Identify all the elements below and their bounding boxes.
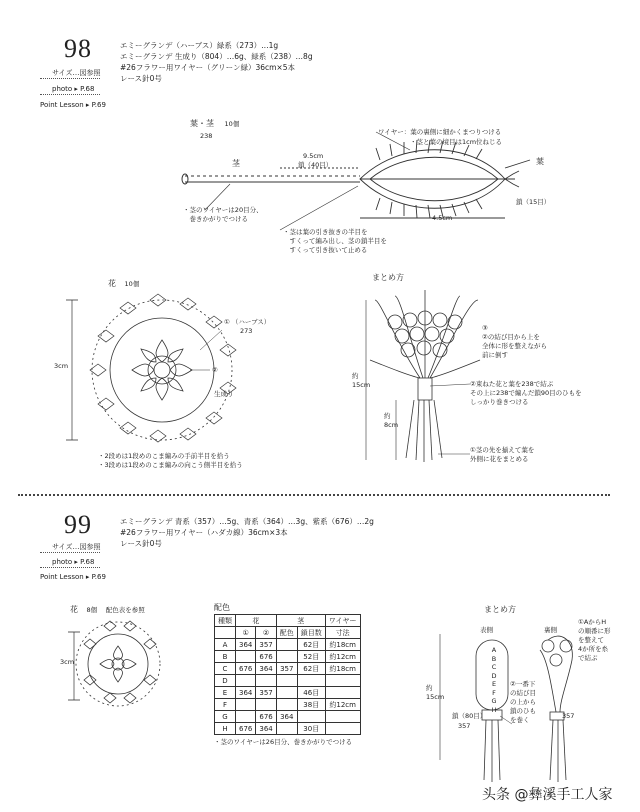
back-color: 357 <box>562 712 575 720</box>
table-header-cell: ワイヤー <box>325 615 360 627</box>
material-line: #26フラワー用ワイヤー（ハダカ線）36cm×3本 <box>120 528 288 537</box>
watermark: 头条 @彝溪手工人家 <box>482 787 613 803</box>
pattern-number-98: 98 <box>64 34 92 63</box>
note-line: しっかり巻きつける <box>470 398 529 406</box>
chain-label: 鎖（80目） <box>452 712 487 720</box>
table-header-cell: 鎖目数 <box>297 627 325 639</box>
divider <box>40 567 100 568</box>
flower-note: 配色表を参照 <box>105 606 145 614</box>
table-cell: 62目 <box>297 663 325 675</box>
height-15: 約15cm <box>352 372 371 389</box>
material-line: エミーグランデ 青系（357）…5g、青系（364）…3g、紫系（676）…2g <box>120 517 374 526</box>
photo-ref: photo ▸ P.68 <box>52 85 95 93</box>
leaf-color: 238 <box>200 132 213 140</box>
flower-count: 8個 <box>86 606 98 614</box>
table-cell: 364 <box>276 711 297 723</box>
note-line: 前に倒す <box>482 351 508 359</box>
flower-annotation-2: 273 <box>240 327 253 335</box>
table-row <box>215 723 361 735</box>
table-header-cell: ② <box>256 627 276 639</box>
order-letter: A <box>491 646 497 654</box>
assembly-98-step3 <box>482 324 547 360</box>
note-line: ・茎のワイヤーは20目分、 <box>183 206 263 214</box>
table-cell <box>276 651 297 663</box>
flower-99-diagram <box>68 621 160 706</box>
assembly-99-diagram <box>440 634 575 782</box>
table-cell: 約12cm <box>325 651 360 663</box>
table-header-cell <box>215 627 236 639</box>
table-cell <box>276 723 297 735</box>
note-line: ・2段めは1段めのこま編みの手前半目を拾う <box>98 452 230 460</box>
leaf-width: 4.5cm <box>432 214 453 222</box>
table-cell <box>236 651 256 663</box>
note-line: 全体に形を整えながら <box>482 342 547 350</box>
stem-chain-diagram <box>182 168 360 184</box>
note-line: 鎖のひもを巻く <box>510 707 536 724</box>
flower-annotation-1: ① （ハーブス） <box>224 318 271 326</box>
height-8: 約8cm <box>384 412 399 429</box>
flower-98-title <box>108 278 139 289</box>
chain-color: 357 <box>458 722 471 730</box>
order-letter: E <box>491 680 497 688</box>
table-cell: 676 <box>236 663 256 675</box>
table-row <box>215 687 361 699</box>
flower-title-text: 花 <box>70 605 78 614</box>
stem-chain: 鎖（40目） <box>298 161 333 169</box>
table-header-cell: 茎 <box>276 615 325 627</box>
table-cell: 62目 <box>297 639 325 651</box>
table-row <box>215 663 361 675</box>
assembly-98-step2 <box>470 380 582 407</box>
table-cell: 364 <box>236 687 256 699</box>
table-cell: G <box>215 711 236 723</box>
table-cell: 38目 <box>297 699 325 711</box>
note-line: ②一番下の結び目の上から <box>510 680 536 706</box>
table-cell <box>276 675 297 687</box>
assembly-98-title: まとめ方 <box>372 273 404 282</box>
table-cell <box>325 711 360 723</box>
note-line: 4か所を糸で結ぶ <box>578 645 609 662</box>
assembly-99-step1 <box>578 618 612 663</box>
flower-99-title <box>70 604 145 615</box>
note-line: ②束ねた花と葉を238で結ぶ <box>470 380 554 388</box>
order-letter: C <box>491 663 497 671</box>
section-separator <box>18 494 610 496</box>
flower-98-notes <box>98 452 243 470</box>
order-letter: G <box>491 697 497 705</box>
leaf-count: 10個 <box>224 120 240 128</box>
table-row <box>215 711 361 723</box>
size-note: サイズ…図参照 <box>52 543 101 551</box>
table-header-cell: 寸法 <box>325 627 360 639</box>
size-note: サイズ…図参照 <box>52 69 101 77</box>
table-cell: 52目 <box>297 651 325 663</box>
table-header-cell: 種類 <box>215 615 236 627</box>
material-line: エミーグランデ 生成り（804）…6g、緑系（238）…8g <box>120 52 313 61</box>
table-cell: B <box>215 651 236 663</box>
color-table <box>214 614 361 735</box>
assembly-99-title: まとめ方 <box>484 605 516 614</box>
table-cell <box>256 675 276 687</box>
pattern-number-99: 99 <box>64 510 92 539</box>
table-cell: D <box>215 675 236 687</box>
point-lesson-ref: Point Lesson ▸ P.69 <box>40 101 106 109</box>
table-cell: 357 <box>276 663 297 675</box>
table-cell <box>325 723 360 735</box>
note-line: 外側に花をまとめる <box>470 455 529 463</box>
table-cell <box>276 639 297 651</box>
assembly-99-step2 <box>510 680 540 725</box>
note-line: すくって引き抜いて止める <box>283 246 368 254</box>
table-cell: 357 <box>256 687 276 699</box>
table-header-cell: ① <box>236 627 256 639</box>
table-row <box>215 639 361 651</box>
table-cell: 676 <box>256 711 276 723</box>
note-line: すくって編み出し、茎の鎖半目を <box>283 237 387 245</box>
table-header-row <box>215 627 361 639</box>
table-cell: F <box>215 699 236 711</box>
table-cell: 357 <box>256 639 276 651</box>
material-line: #26フラワー用ワイヤー（グリーン緑）36cm×5本 <box>120 63 295 72</box>
table-cell: 約18cm <box>325 663 360 675</box>
table-cell: 364 <box>236 639 256 651</box>
order-letter: H <box>491 705 497 714</box>
table-cell: 676 <box>256 651 276 663</box>
leaf-stem-title-text: 葉・茎 <box>190 119 214 128</box>
table-cell: E <box>215 687 236 699</box>
order-letter: B <box>491 654 497 663</box>
table-note: ・茎のワイヤーは26目分、巻きかがりでつける <box>214 738 353 746</box>
table-header-cell: 配色 <box>276 627 297 639</box>
table-cell <box>276 687 297 699</box>
note-line: ・3段めは1段めのこま編みの向こう側半目を拾う <box>98 461 243 469</box>
material-line: レース針0号 <box>120 74 162 83</box>
table-cell: 約12cm <box>325 699 360 711</box>
leaf-diagram <box>360 140 530 218</box>
order-letter: D <box>491 671 497 680</box>
flower-98-diagram <box>66 294 236 442</box>
leaf-chain: 鎖（15目） <box>516 198 551 206</box>
table-cell <box>256 699 276 711</box>
table-cell: 364 <box>256 723 276 735</box>
table-cell: 364 <box>256 663 276 675</box>
note-line: その上に238で編んだ鎖90目のひもを <box>470 389 582 397</box>
flower-annotation-3: ② <box>212 366 218 374</box>
photo-ref: photo ▸ P.68 <box>52 558 95 566</box>
assembly-98-diagram <box>366 290 480 462</box>
material-line: エミーグランデ（ハーブス）緑系（273）…1g <box>120 41 279 50</box>
note-line: ②の結び目から上を <box>482 333 540 341</box>
note-line: ③ <box>482 324 488 332</box>
flower-count: 10個 <box>124 280 140 288</box>
table-cell <box>236 675 256 687</box>
height-15: 約15cm <box>426 684 445 701</box>
table-cell <box>236 711 256 723</box>
table-cell <box>325 687 360 699</box>
table-header-cell: 花 <box>236 615 277 627</box>
materials-99 <box>120 516 374 549</box>
color-table-title: 配色 <box>214 603 230 612</box>
table-header-row <box>215 615 361 627</box>
stem-length: 9.5cm <box>303 152 324 160</box>
table-row <box>215 675 361 687</box>
stem-label: 茎 <box>232 159 240 168</box>
front-label: 表側 <box>480 626 493 634</box>
flower-98-size: 3cm <box>54 362 69 370</box>
table-row <box>215 651 361 663</box>
note-line: ①AからHの順番に形を整えて <box>578 618 611 644</box>
order-letter: F <box>492 688 496 697</box>
table-cell: 676 <box>236 723 256 735</box>
wire-note-2: ・茎と葉の境目は1cm位ねじる <box>410 138 503 146</box>
table-cell <box>297 711 325 723</box>
table-cell <box>297 675 325 687</box>
leaf-label: 葉 <box>536 157 544 166</box>
table-cell: 46目 <box>297 687 325 699</box>
wire-note-1: ワイヤー：葉の裏側に細かくまつりつける <box>378 128 502 136</box>
divider <box>40 552 100 553</box>
note-line: 巻きかがりでつける <box>183 215 248 223</box>
table-cell: C <box>215 663 236 675</box>
note-line: ①茎の先を揃えて葉を <box>470 446 535 454</box>
table-cell <box>276 699 297 711</box>
table-cell: 約18cm <box>325 639 360 651</box>
table-cell: H <box>215 723 236 735</box>
table-cell <box>236 699 256 711</box>
table-cell: 30目 <box>297 723 325 735</box>
back-label: 裏側 <box>544 626 557 634</box>
note-line: ・茎は葉の引き抜きの半目を <box>283 228 368 236</box>
flower-99-size: 3cm <box>60 658 75 666</box>
flower-title-text: 花 <box>108 279 116 288</box>
flower-annotation-4: 生成り <box>214 390 234 398</box>
table-cell: A <box>215 639 236 651</box>
table-cell <box>325 675 360 687</box>
table-row <box>215 699 361 711</box>
material-line: レース針0号 <box>120 539 162 548</box>
assembly-98-step1 <box>470 446 534 464</box>
flower-order-letters <box>484 646 504 714</box>
point-lesson-ref: Point Lesson ▸ P.69 <box>40 573 106 581</box>
